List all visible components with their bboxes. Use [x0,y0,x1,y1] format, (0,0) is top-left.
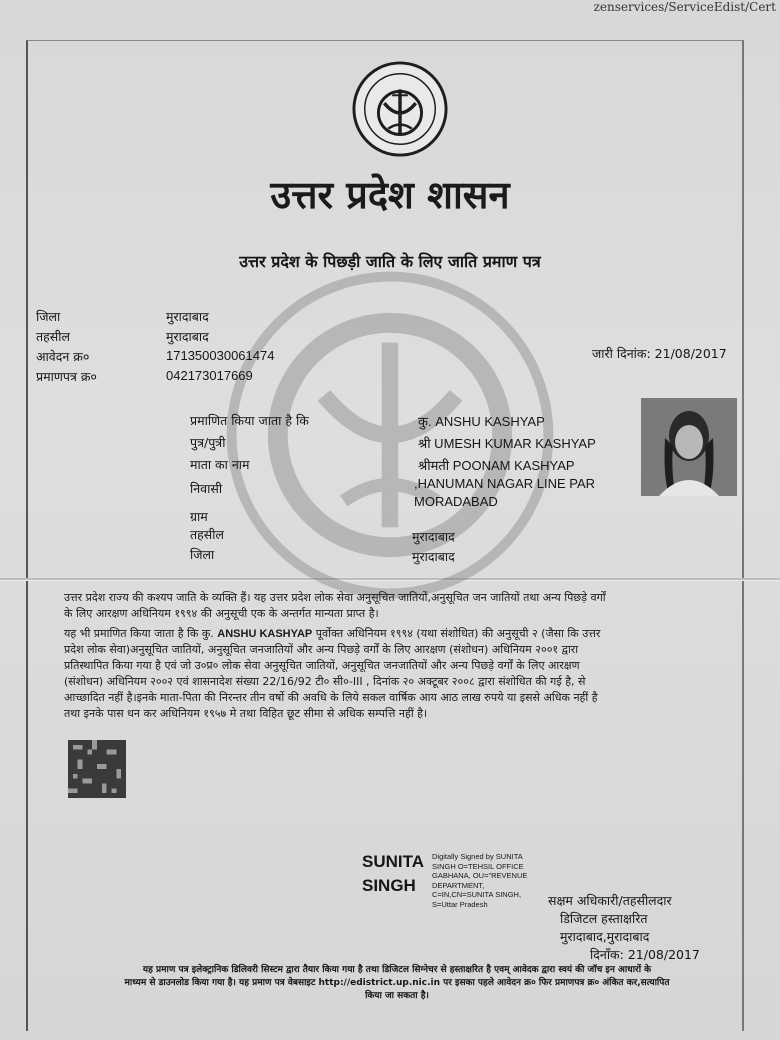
issue-date: जारी दिनांक: 21/08/2017 [592,346,727,361]
father-name: श्री UMESH KUMAR KASHYAP [418,436,596,451]
qr-code-icon [68,740,126,798]
resident-address-line1: ,HANUMAN NAGAR LINE PAR [414,476,596,491]
body-line-6: (संशोधन) अधिनियम २००२ एवं शासनादेश संख्या 22/16/92 टी० सी०-III , दिनांक २० अक्टूबर २००८ द्वारा संशोधित की गई है, से [64,675,586,688]
url-fragment: zenservices/ServiceEdist/Cert [593,0,776,14]
detail-tehsil-label: तहसील [190,527,224,542]
resident-label: निवासी [190,481,223,496]
signer-last-name: SINGH [362,876,416,895]
footer-line-1: यह प्रमाण पत्र इलेक्ट्रानिक डिलिवरी सिस्टम द्वारा तैयार किया गया है तथा डिजिटल सिग्नेचर से हस्ताक्षरित है एवम् आवेदक द्वारा स्वयं की जॉच इन आधारों के [142,965,652,975]
body-line-3a: यह भी प्रमाणित किया जाता है कि कु. [64,627,218,640]
authority-location: मुरादाबाद,मुरादाबाद [560,929,650,944]
child-of-label: पुत्र/पुत्री [190,435,226,450]
authority-date: दिनाँक: 21/08/2017 [590,947,700,962]
mother-name: श्रीमती POONAM KASHYAP [418,458,575,473]
applicant-photo [641,398,737,496]
certificate-number: 042173017669 [166,368,253,383]
detail-district-label: जिला [190,547,215,562]
district-value: मुरादाबाद [166,309,209,324]
resident-address-line2: MORADABAD [414,494,498,509]
tehsil-label: तहसील [36,329,70,344]
district-label: जिला [36,309,61,324]
body-line-1: उत्तर प्रदेश राज्य की कश्यप जाति के व्यक्ति हैं। यह उत्तर प्रदेश लोक सेवा अनुसूचित जातियों,अनुसूचित जन जातियों तथा अन्य पिछड़े वर्गों [64,591,606,604]
body-line-8: तथा इनके पास धन कर अधिनियम १९५७ मे तथा विहित छूट सीमा से अधिक सम्पत्ति नहीं है। [64,707,428,720]
footer-note [62,964,732,1003]
application-label: आवेदन क्र० [36,349,90,364]
body-line-7: आच्छादित नहीं है।इनके माता-पिता की निरन्तर तीन वर्षो की अवधि के लिये सकल वार्षिक आय आठ लाख रुपये या इससे अधिक नहीं है [64,691,598,704]
person-photo-icon [641,398,737,496]
village-label: ग्राम [190,509,208,524]
body-line-2: के लिए आरक्षण अधिनियम १९९४ की अनुसूची एक के अन्तर्गत मान्यता प्राप्त है। [64,607,379,620]
body-line-4: प्रदेश लोक सेवा)अनुसूचित जातियों, अनुसूचित जनजातियों और अन्य पिछड़े वर्गों के लिए आरक्षण (संशोधन) अधिनियम २००१ द्वारा [64,643,579,656]
body-line-5: प्रतिस्थापित किया गया है एवं जो उ०प्र० लोक सेवा अनुसूचित जातियों, अनुसूचित जनजातियों और अन्य पिछड़े वर्गों के लिए आरक्षण [64,659,580,672]
digital-signature-details: Digitally Signed by SUNITA SINGH O=TEHSIL OFFICE GABHANA, OU="REVENUE DEPARTMENT, C=IN,CN=SUNITA SINGH, S=Uttar Pradesh [432,852,528,909]
applicant-name: कु. ANSHU KASHYAP [418,414,545,429]
detail-tehsil-value: मुरादाबाद [412,529,455,544]
application-number: 171350030061474 [166,348,275,363]
mother-label: माता का नाम [190,457,250,472]
body-line-3b: पूर्वोक्त अधिनियम १९९४ (यथा संशोधित) की अनुसूची २ (जैसा कि उत्तर [312,627,601,640]
signer-first-name: SUNITA [362,852,425,871]
detail-district-value: मुरादाबाद [412,549,455,564]
footer-line-2: माध्यम से डाउनलोड किया गया है। यह प्रमाण पत्र वेबसाइट http://edistrict.up.nic.in पर इसका पहले आवेदन क्र० फिर प्रमाणपत्र क्र० अंकित कर,सत्यापित [124,978,670,988]
authority-digital: डिजिटल हस्ताक्षरित [560,911,648,926]
certificate-number-label: प्रमाणपत्र क्र० [36,369,97,384]
certificate-subtitle: उत्तर प्रदेश के पिछड़ी जाति के लिए जाति प्रमाण पत्र [239,252,541,271]
certified-label: प्रमाणित किया जाता है कि [190,413,309,428]
footer-line-3: किया जा सकता है। [365,991,429,1001]
tehsil-value: मुरादाबाद [166,329,209,344]
authority-title: सक्षम अधिकारी/तहसीलदार [548,893,672,908]
page-title: उत्तर प्रदेश शासन [270,172,510,217]
body-line-3 [64,626,728,642]
body-line-3-name: ANSHU KASHYAP [217,628,313,640]
up-government-emblem-icon [351,60,449,158]
signer-name [362,850,424,898]
